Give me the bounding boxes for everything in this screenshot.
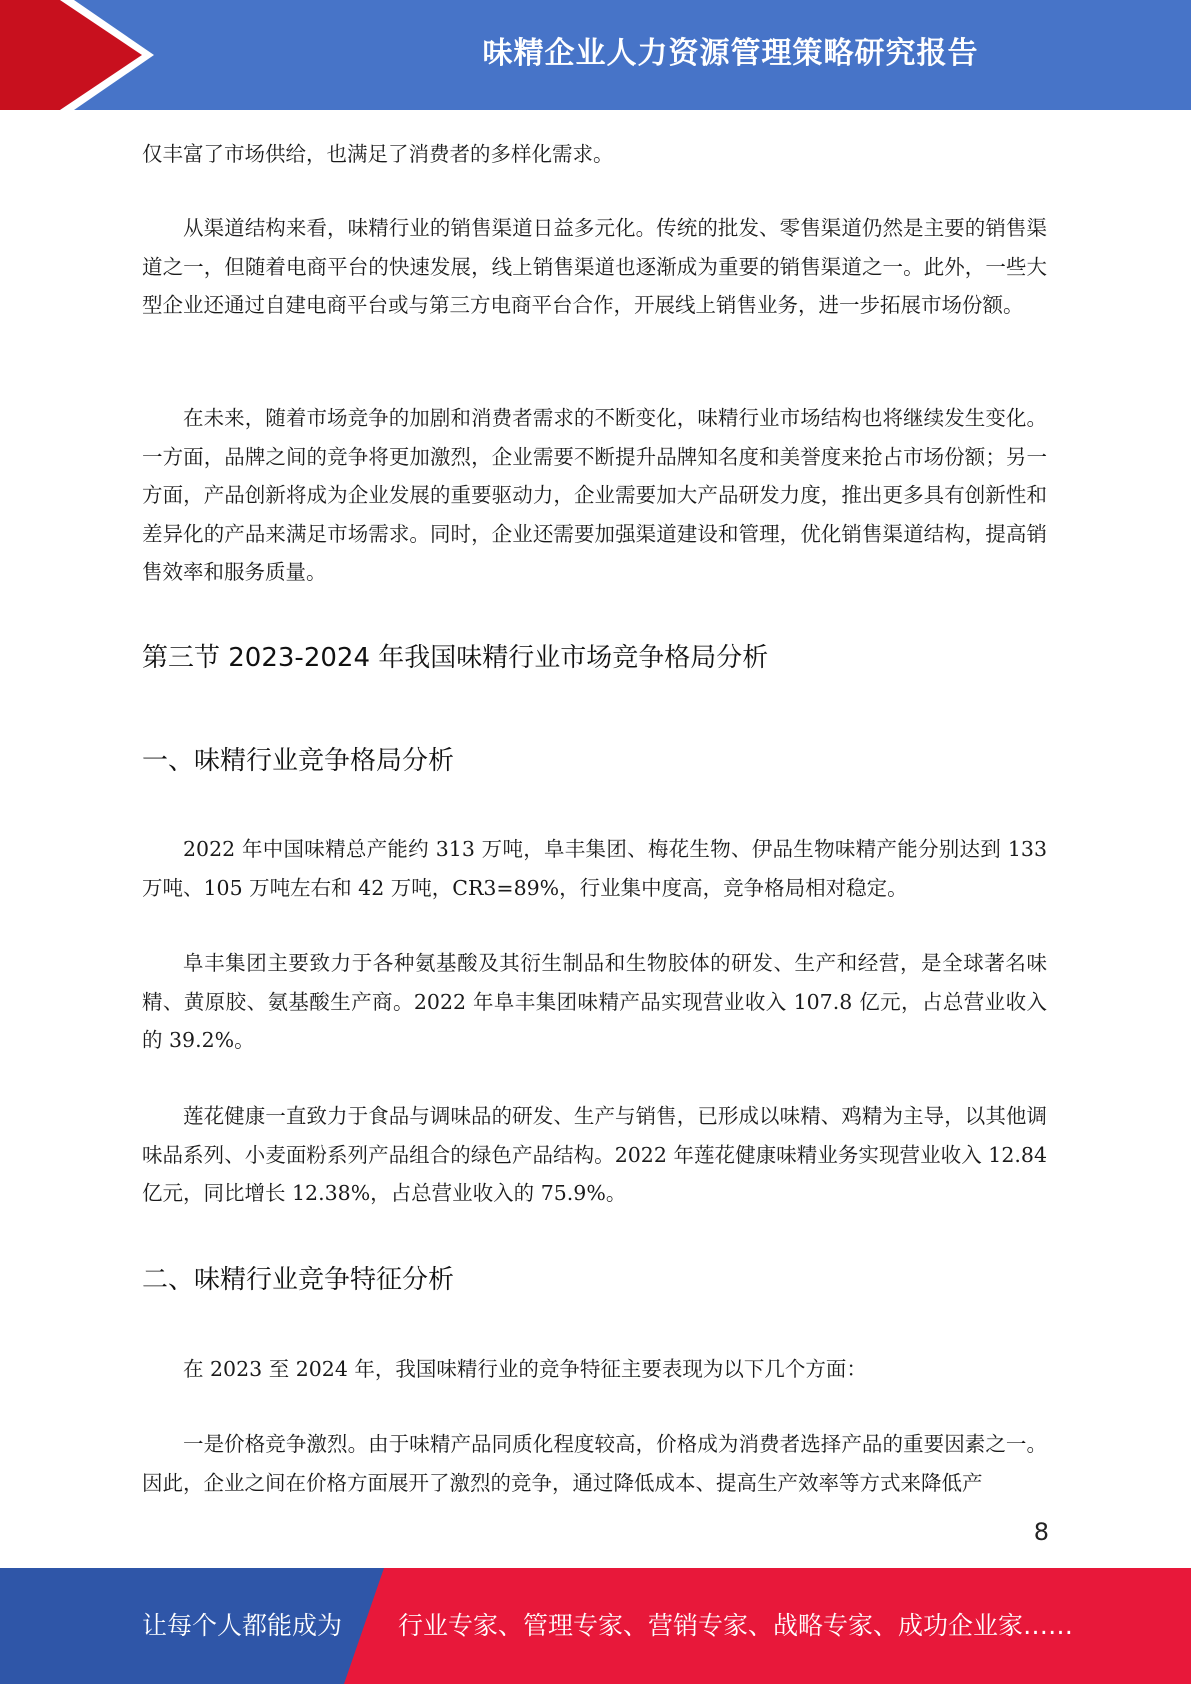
subsection-heading-2: 二、味精行业竞争特征分析 bbox=[142, 1265, 455, 1295]
document-title: 味精企业人力资源管理策略研究报告 bbox=[482, 36, 979, 71]
paragraph-future-outlook: 在未来，随着市场竞争的加剧和消费者需求的不断变化，味精行业市场结构也将继续发生变化。一方面，品牌之间的竞争将更加激烈，企业需要不断提升品牌知名度和美誉度来抢占市场份额；另一方面，产品创新将成为企业发展的重要驱动力，企业需要加大产品研发力度，推出更多具有创新性和差异化的产品来满足市场需求。同时，企业还需要加强渠道建设和管理，优化销售渠道结构，提高销售效率和服务质量。 bbox=[142, 406, 1047, 584]
header-red-arrow bbox=[0, 0, 148, 110]
subsection-heading-1: 一、味精行业竞争格局分析 bbox=[142, 746, 455, 776]
page-header bbox=[0, 0, 1191, 110]
page-number: 8 bbox=[1033, 1518, 1049, 1546]
paragraph-fufeng: 阜丰集团主要致力于各种氨基酸及其衍生制品和生物胶体的研发、生产和经营，是全球著名味精、黄原胶、氨基酸生产商。2022 年阜丰集团味精产品实现营业收入 107.8 亿元，占总营业收入的 39.2%。 bbox=[142, 951, 1047, 1052]
section-heading: 第三节 2023-2024 年我国味精行业市场竞争格局分析 bbox=[142, 643, 769, 673]
paragraph-lianhua: 莲花健康一直致力于食品与调味品的研发、生产与销售，已形成以味精、鸡精为主导，以其他调味品系列、小麦面粉系列产品组合的绿色产品结构。2022 年莲花健康味精业务实现营业收入 12.84 亿元，同比增长 12.38%，占总营业收入的 75.9%。 bbox=[142, 1104, 1047, 1205]
paragraph-features-intro: 在 2023 至 2024 年，我国味精行业的竞争特征主要表现为以下几个方面： bbox=[183, 1357, 867, 1381]
paragraph-continuation: 仅丰富了市场供给，也满足了消费者的多样化需求。 bbox=[142, 142, 614, 166]
paragraph-capacity: 2022 年中国味精总产能约 313 万吨，阜丰集团、梅花生物、伊品生物味精产能分别达到 133 万吨、105 万吨左右和 42 万吨，CR3=89%，行业集中度高，竞争格局相对稳定。 bbox=[142, 837, 1047, 900]
paragraph-price-competition: 一是价格竞争激烈。由于味精产品同质化程度较高，价格成为消费者选择产品的重要因素之一。因此，企业之间在价格方面展开了激烈的竞争，通过降低成本、提高生产效率等方式来降低产 bbox=[142, 1432, 1047, 1495]
footer-slogan-left: 让每个人都能成为 bbox=[142, 1611, 343, 1640]
page-footer bbox=[0, 1568, 1191, 1684]
paragraph-channel-structure: 从渠道结构来看，味精行业的销售渠道日益多元化。传统的批发、零售渠道仍然是主要的销售渠道之一，但随着电商平台的快速发展，线上销售渠道也逐渐成为重要的销售渠道之一。此外，一些大型企业还通过自建电商平台或与第三方电商平台合作，开展线上销售业务，进一步拓展市场份额。 bbox=[142, 216, 1047, 317]
footer-slogan-right: 行业专家、管理专家、营销专家、战略专家、成功企业家…… bbox=[398, 1611, 1074, 1640]
